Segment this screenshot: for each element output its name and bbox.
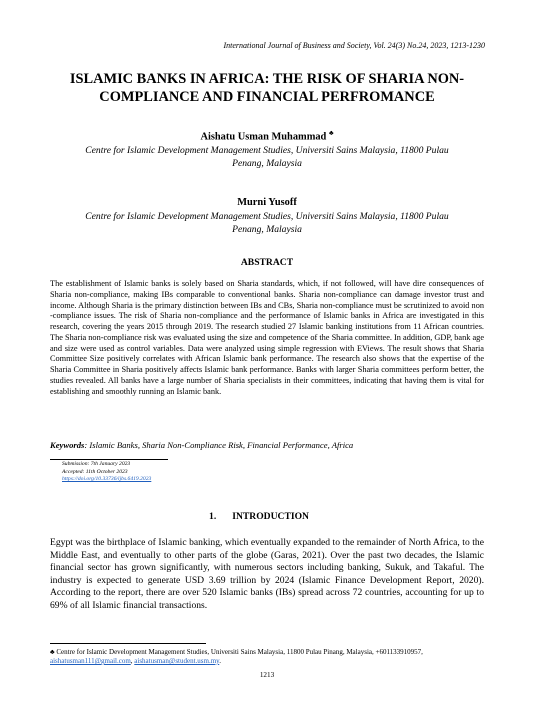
keywords-list: : Islamic Banks, Sharia Non-Compliance Risk, Financial Performance, Africa: [84, 440, 354, 450]
abstract-text: The establishment of Islamic banks is solely based on Sharia standards, which, if not followed, will have dire consequences of Sharia non-compliance, making IBs comparable to conventional banks. Sharia non-compliance can damage investor trust and income. Although Sharia is the primary distinction between IBs and CBs, Sharia non-compliance must be scrutinized to avoid non -compliance issues. The risk of Sharia non-compliance and the performance of Islamic banks in Africa are investigated in this research, covering the years 2015 through 2019. The research studied 27 Islamic banking institutions from 11 African countries. The Sharia non-compliance risk was evaluated using the size and competence of the Sharia committee. In addition, GDP, bank age and size were used as control variables. Data were analyzed using simple regression with EViews. The result shows that Sharia Committee Size positively correlates with African Islamic bank performance. The research also shows that the expertise of the Sharia Committee in Sharia positively affects Islamic bank performance. Banks with larger Sharia committees perform better, the studies revealed. All banks have a large number of Sharia specialists in their committees, indicating that having them is vital for establishing and smoothly running an Islamic bank.: [50, 279, 484, 396]
section-number: 1.: [209, 511, 217, 522]
footnote-separator: ,: [130, 657, 135, 665]
journal-header: International Journal of Business and Society, Vol. 24(3) No.24, 2023, 1213-1230: [223, 41, 485, 50]
accepted-date: Accepted: 11th October 2023: [62, 468, 128, 475]
abstract-heading: ABSTRACT: [240, 257, 294, 268]
keywords-label: Keywords: [50, 440, 85, 450]
title-line-1: ISLAMIC BANKS IN AFRICA: THE RISK OF SHARIA NON-: [69, 71, 465, 87]
author-2: [40, 197, 494, 208]
introduction-paragraph: Egypt was the birthplace of Islamic banking, which eventually expanded to the remainder of North Africa, to the Middle East, and eventually to other parts of the globe (Garas, 2021). Over the past two decades, the Islamic financial sector has grown significantly, with numerous sectors including banking, Sukuk, and Takaful. The industry is expected to generate USD 3.69 trillion by 2024 (Islamic Finance Development Report, 2020). According to the report, there are over 520 Islamic banks (IBs) spread across 72 countries, accounting for up to 69% of all Islamic financial transactions.: [50, 537, 484, 611]
section-heading-introduction: [40, 511, 494, 522]
doi-link[interactable]: https://doi.org/10.33736/ijbs.6419.2023: [62, 476, 152, 482]
footnote: [50, 648, 490, 666]
author-2-affiliation: [50, 211, 484, 236]
footnote-end: .: [219, 657, 221, 665]
affiliation-line-2: Penang, Malaysia: [232, 157, 302, 169]
author-1-name: Aishatu Usman Muhammad: [200, 131, 327, 143]
corresponding-author-marker: ♣: [328, 129, 334, 137]
title-line-2: COMPLIANCE AND FINANCIAL PERFROMANCE: [99, 89, 435, 105]
email-link-2[interactable]: aishatusman@student.usm.my: [134, 657, 220, 665]
footnote-divider: [50, 643, 206, 644]
keywords: [50, 440, 484, 450]
submission-info: [62, 461, 151, 484]
affiliation-line-1: Centre for Islamic Development Management Studies, Universiti Sains Malaysia, 11800 Pulau: [85, 145, 449, 156]
paper-title: [40, 70, 494, 106]
affiliation-line-1: Centre for Islamic Development Management Studies, Universiti Sains Malaysia, 11800 Pulau: [85, 211, 449, 222]
author-2-name: Murni Yusoff: [237, 197, 297, 208]
footnote-marker: ♣: [50, 648, 55, 656]
author-1-affiliation: [50, 145, 484, 170]
submission-date: Submission: 7th January 2023: [62, 461, 131, 467]
section-title: INTRODUCTION: [232, 511, 309, 522]
submission-divider: [50, 459, 168, 460]
email-link-1[interactable]: aishatusman111@gmail.com: [50, 657, 131, 665]
footnote-text: Centre for Islamic Development Management Studies, Universiti Sains Malaysia, 11800 Pulau Pinang, Malaysia, +601133910957,: [54, 648, 423, 656]
page-number: 1213: [259, 671, 275, 679]
affiliation-line-2: Penang, Malaysia: [232, 223, 302, 235]
author-1: [40, 129, 494, 142]
